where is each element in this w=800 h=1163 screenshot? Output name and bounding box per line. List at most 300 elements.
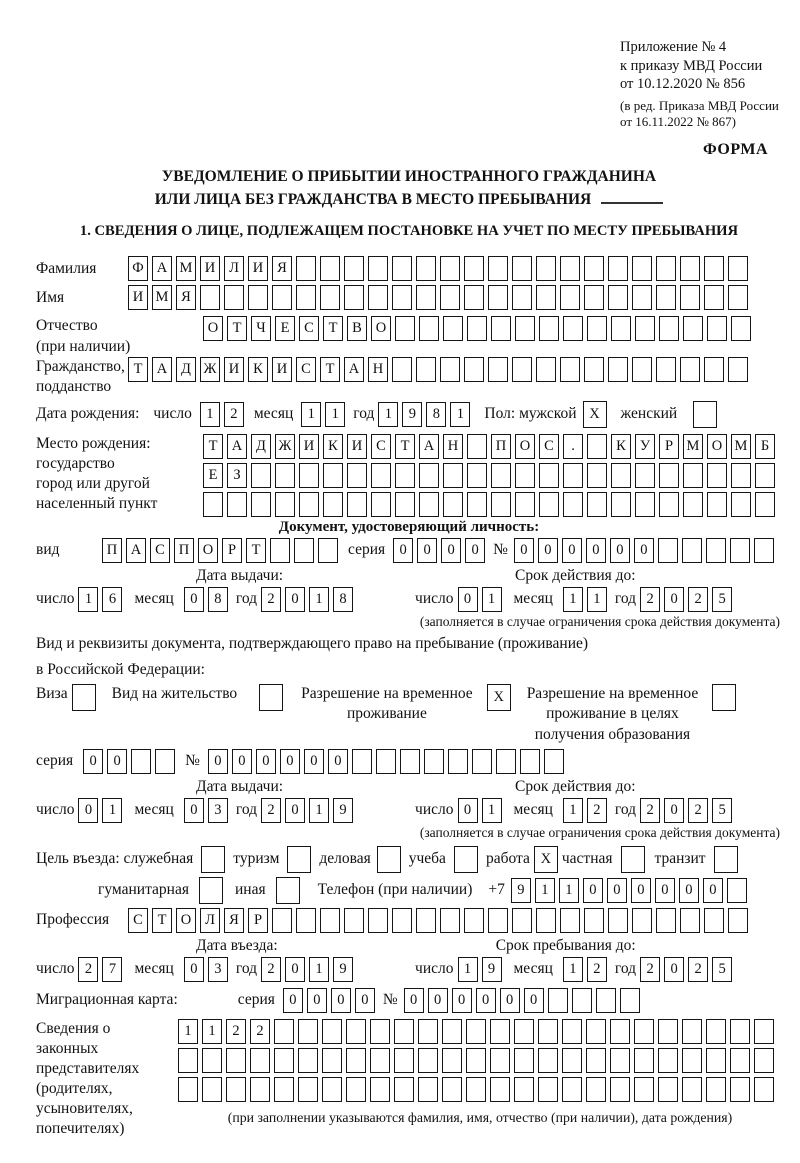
char-box[interactable] <box>200 285 220 310</box>
char-box[interactable] <box>632 285 652 310</box>
char-box[interactable] <box>368 908 388 933</box>
char-box[interactable] <box>560 908 580 933</box>
char-box[interactable]: Ж <box>275 434 295 459</box>
char-box[interactable]: 2 <box>640 957 660 982</box>
char-box[interactable] <box>682 1077 702 1102</box>
char-box[interactable]: 1 <box>458 957 478 982</box>
char-box[interactable] <box>178 1077 198 1102</box>
char-box[interactable] <box>728 908 748 933</box>
char-box[interactable]: 0 <box>610 538 630 563</box>
char-box[interactable] <box>320 256 340 281</box>
char-box[interactable] <box>274 1077 294 1102</box>
char-box[interactable] <box>754 1019 774 1044</box>
char-box[interactable]: 9 <box>333 798 353 823</box>
char-box[interactable]: А <box>419 434 439 459</box>
char-box[interactable] <box>560 256 580 281</box>
char-box[interactable] <box>586 1077 606 1102</box>
char-box[interactable]: У <box>635 434 655 459</box>
char-box[interactable]: З <box>227 463 247 488</box>
char-box[interactable] <box>704 256 724 281</box>
char-box[interactable] <box>464 357 484 382</box>
char-box[interactable]: Ч <box>251 316 271 341</box>
char-box[interactable] <box>562 1048 582 1073</box>
char-box[interactable] <box>467 316 487 341</box>
char-box[interactable] <box>548 988 568 1013</box>
char-box[interactable] <box>419 463 439 488</box>
char-box[interactable]: Т <box>203 434 223 459</box>
char-box[interactable]: 2 <box>261 957 281 982</box>
char-box[interactable] <box>539 316 559 341</box>
char-box[interactable] <box>754 1048 774 1073</box>
char-box[interactable]: Я <box>176 285 196 310</box>
char-box[interactable]: 0 <box>404 988 424 1013</box>
char-box[interactable]: Т <box>246 538 266 563</box>
char-box[interactable]: 0 <box>78 798 98 823</box>
char-box[interactable] <box>472 749 492 774</box>
char-box[interactable] <box>370 1048 390 1073</box>
char-box[interactable] <box>416 285 436 310</box>
char-box[interactable]: 1 <box>535 878 555 903</box>
char-box[interactable] <box>704 357 724 382</box>
char-box[interactable] <box>202 1077 222 1102</box>
char-box[interactable] <box>706 1048 726 1073</box>
char-box[interactable] <box>704 908 724 933</box>
char-box[interactable]: С <box>299 316 319 341</box>
char-box[interactable] <box>370 1077 390 1102</box>
char-box[interactable]: К <box>611 434 631 459</box>
char-box[interactable] <box>520 749 540 774</box>
char-box[interactable] <box>416 357 436 382</box>
char-box[interactable]: 0 <box>285 587 305 612</box>
char-box[interactable]: 2 <box>224 402 244 427</box>
char-box[interactable] <box>368 256 388 281</box>
char-box[interactable] <box>442 1077 462 1102</box>
char-box[interactable] <box>587 492 607 517</box>
char-box[interactable] <box>296 285 316 310</box>
char-box[interactable]: 0 <box>355 988 375 1013</box>
char-box[interactable] <box>730 1019 750 1044</box>
char-box[interactable]: 2 <box>250 1019 270 1044</box>
char-box[interactable] <box>347 463 367 488</box>
char-box[interactable] <box>611 316 631 341</box>
char-box[interactable]: 0 <box>184 798 204 823</box>
char-box[interactable] <box>731 492 751 517</box>
char-box[interactable] <box>608 256 628 281</box>
char-box[interactable]: С <box>128 908 148 933</box>
char-box[interactable] <box>418 1077 438 1102</box>
char-box[interactable] <box>323 492 343 517</box>
char-box[interactable]: Р <box>222 538 242 563</box>
char-box[interactable] <box>512 908 532 933</box>
char-box[interactable] <box>251 463 271 488</box>
char-box[interactable] <box>490 1048 510 1073</box>
char-box[interactable]: 1 <box>309 957 329 982</box>
char-box[interactable] <box>610 1077 630 1102</box>
char-box[interactable]: 1 <box>202 1019 222 1044</box>
char-box[interactable] <box>320 285 340 310</box>
char-box[interactable]: X <box>534 846 558 873</box>
char-box[interactable]: О <box>707 434 727 459</box>
char-box[interactable] <box>346 1019 366 1044</box>
char-box[interactable] <box>226 1077 246 1102</box>
char-box[interactable]: Р <box>248 908 268 933</box>
char-box[interactable]: С <box>371 434 391 459</box>
char-box[interactable]: 0 <box>184 587 204 612</box>
char-box[interactable] <box>299 492 319 517</box>
char-box[interactable]: М <box>683 434 703 459</box>
char-box[interactable] <box>635 463 655 488</box>
char-box[interactable]: 3 <box>208 957 228 982</box>
char-box[interactable]: 0 <box>458 587 478 612</box>
char-box[interactable] <box>706 1019 726 1044</box>
char-box[interactable]: Ф <box>128 256 148 281</box>
char-box[interactable]: 0 <box>703 878 723 903</box>
char-box[interactable]: 5 <box>712 798 732 823</box>
char-box[interactable] <box>621 846 645 873</box>
char-box[interactable]: 0 <box>679 878 699 903</box>
char-box[interactable] <box>512 285 532 310</box>
char-box[interactable] <box>514 1077 534 1102</box>
char-box[interactable] <box>491 316 511 341</box>
char-box[interactable]: О <box>203 316 223 341</box>
char-box[interactable] <box>755 492 775 517</box>
char-box[interactable]: Т <box>227 316 247 341</box>
char-box[interactable] <box>586 1048 606 1073</box>
char-box[interactable]: Т <box>320 357 340 382</box>
char-box[interactable]: К <box>323 434 343 459</box>
char-box[interactable] <box>596 988 616 1013</box>
char-box[interactable]: 0 <box>655 878 675 903</box>
char-box[interactable] <box>536 285 556 310</box>
char-box[interactable] <box>707 316 727 341</box>
char-box[interactable] <box>344 285 364 310</box>
char-box[interactable] <box>368 285 388 310</box>
char-box[interactable]: 0 <box>208 749 228 774</box>
char-box[interactable] <box>320 908 340 933</box>
char-box[interactable] <box>538 1019 558 1044</box>
char-box[interactable] <box>250 1048 270 1073</box>
char-box[interactable]: . <box>563 434 583 459</box>
char-box[interactable]: 1 <box>78 587 98 612</box>
char-box[interactable] <box>296 256 316 281</box>
char-box[interactable] <box>394 1019 414 1044</box>
char-box[interactable] <box>693 401 717 428</box>
char-box[interactable] <box>488 285 508 310</box>
char-box[interactable] <box>448 749 468 774</box>
char-box[interactable]: 1 <box>102 798 122 823</box>
char-box[interactable]: 0 <box>458 798 478 823</box>
char-box[interactable] <box>296 908 316 933</box>
char-box[interactable]: 1 <box>482 798 502 823</box>
char-box[interactable] <box>515 316 535 341</box>
char-box[interactable] <box>632 256 652 281</box>
char-box[interactable] <box>394 1048 414 1073</box>
char-box[interactable] <box>490 1077 510 1102</box>
char-box[interactable] <box>584 256 604 281</box>
char-box[interactable] <box>418 1019 438 1044</box>
char-box[interactable]: 2 <box>226 1019 246 1044</box>
char-box[interactable] <box>443 463 463 488</box>
char-box[interactable]: А <box>152 256 172 281</box>
char-box[interactable]: Т <box>395 434 415 459</box>
char-box[interactable] <box>610 1019 630 1044</box>
char-box[interactable]: 0 <box>107 749 127 774</box>
char-box[interactable] <box>608 908 628 933</box>
char-box[interactable] <box>730 1048 750 1073</box>
char-box[interactable] <box>634 1019 654 1044</box>
char-box[interactable] <box>323 463 343 488</box>
char-box[interactable] <box>539 463 559 488</box>
char-box[interactable]: Д <box>251 434 271 459</box>
char-box[interactable] <box>656 357 676 382</box>
char-box[interactable] <box>250 1077 270 1102</box>
char-box[interactable] <box>682 538 702 563</box>
char-box[interactable]: В <box>347 316 367 341</box>
char-box[interactable] <box>416 256 436 281</box>
char-box[interactable]: 2 <box>688 957 708 982</box>
char-box[interactable] <box>706 538 726 563</box>
char-box[interactable]: М <box>176 256 196 281</box>
char-box[interactable] <box>538 1077 558 1102</box>
char-box[interactable] <box>656 256 676 281</box>
char-box[interactable]: И <box>272 357 292 382</box>
char-box[interactable] <box>272 285 292 310</box>
char-box[interactable] <box>464 256 484 281</box>
char-box[interactable] <box>395 316 415 341</box>
char-box[interactable]: П <box>491 434 511 459</box>
char-box[interactable]: 0 <box>562 538 582 563</box>
char-box[interactable] <box>659 316 679 341</box>
char-box[interactable] <box>488 908 508 933</box>
char-box[interactable] <box>443 316 463 341</box>
char-box[interactable] <box>202 1048 222 1073</box>
char-box[interactable] <box>251 492 271 517</box>
char-box[interactable] <box>322 1048 342 1073</box>
char-box[interactable] <box>587 463 607 488</box>
char-box[interactable] <box>467 463 487 488</box>
char-box[interactable] <box>347 492 367 517</box>
char-box[interactable] <box>466 1019 486 1044</box>
char-box[interactable] <box>572 988 592 1013</box>
char-box[interactable] <box>683 492 703 517</box>
char-box[interactable] <box>754 1077 774 1102</box>
char-box[interactable] <box>395 463 415 488</box>
char-box[interactable] <box>392 357 412 382</box>
char-box[interactable] <box>587 316 607 341</box>
char-box[interactable] <box>730 1077 750 1102</box>
char-box[interactable]: Е <box>203 463 223 488</box>
char-box[interactable] <box>658 1019 678 1044</box>
char-box[interactable]: 1 <box>450 402 470 427</box>
char-box[interactable] <box>201 846 225 873</box>
char-box[interactable] <box>491 463 511 488</box>
char-box[interactable]: Р <box>659 434 679 459</box>
char-box[interactable] <box>178 1048 198 1073</box>
char-box[interactable]: 5 <box>712 587 732 612</box>
char-box[interactable]: Л <box>224 256 244 281</box>
char-box[interactable] <box>514 1048 534 1073</box>
char-box[interactable] <box>467 434 487 459</box>
char-box[interactable]: 1 <box>200 402 220 427</box>
char-box[interactable] <box>440 285 460 310</box>
char-box[interactable] <box>538 1048 558 1073</box>
char-box[interactable]: М <box>152 285 172 310</box>
char-box[interactable]: 0 <box>285 798 305 823</box>
char-box[interactable]: Е <box>275 316 295 341</box>
char-box[interactable]: 1 <box>301 402 321 427</box>
char-box[interactable] <box>226 1048 246 1073</box>
char-box[interactable]: 0 <box>452 988 472 1013</box>
char-box[interactable] <box>634 1077 654 1102</box>
char-box[interactable] <box>658 538 678 563</box>
char-box[interactable]: 0 <box>524 988 544 1013</box>
char-box[interactable]: 0 <box>664 957 684 982</box>
char-box[interactable] <box>584 285 604 310</box>
char-box[interactable]: О <box>515 434 535 459</box>
char-box[interactable]: X <box>487 684 511 711</box>
char-box[interactable] <box>706 1077 726 1102</box>
char-box[interactable] <box>392 908 412 933</box>
char-box[interactable]: 2 <box>587 798 607 823</box>
char-box[interactable]: 0 <box>664 798 684 823</box>
char-box[interactable]: 0 <box>285 957 305 982</box>
char-box[interactable] <box>728 256 748 281</box>
char-box[interactable] <box>658 1077 678 1102</box>
char-box[interactable] <box>466 1048 486 1073</box>
char-box[interactable]: Н <box>443 434 463 459</box>
char-box[interactable] <box>728 285 748 310</box>
char-box[interactable]: 1 <box>325 402 345 427</box>
char-box[interactable]: 2 <box>587 957 607 982</box>
char-box[interactable] <box>611 463 631 488</box>
char-box[interactable]: 1 <box>482 587 502 612</box>
char-box[interactable] <box>683 463 703 488</box>
char-box[interactable] <box>707 492 727 517</box>
char-box[interactable] <box>275 463 295 488</box>
char-box[interactable] <box>376 749 396 774</box>
char-box[interactable]: 0 <box>232 749 252 774</box>
char-box[interactable]: 9 <box>402 402 422 427</box>
char-box[interactable]: О <box>198 538 218 563</box>
char-box[interactable] <box>608 285 628 310</box>
char-box[interactable]: 0 <box>476 988 496 1013</box>
char-box[interactable] <box>155 749 175 774</box>
char-box[interactable] <box>419 492 439 517</box>
char-box[interactable]: 8 <box>333 587 353 612</box>
char-box[interactable]: И <box>299 434 319 459</box>
char-box[interactable] <box>440 357 460 382</box>
char-box[interactable] <box>680 256 700 281</box>
char-box[interactable]: А <box>152 357 172 382</box>
char-box[interactable]: 1 <box>309 798 329 823</box>
char-box[interactable]: А <box>227 434 247 459</box>
char-box[interactable]: 0 <box>304 749 324 774</box>
char-box[interactable] <box>755 463 775 488</box>
char-box[interactable]: К <box>248 357 268 382</box>
char-box[interactable] <box>294 538 314 563</box>
char-box[interactable]: 0 <box>328 749 348 774</box>
char-box[interactable] <box>656 285 676 310</box>
char-box[interactable]: О <box>371 316 391 341</box>
char-box[interactable] <box>344 908 364 933</box>
char-box[interactable] <box>608 357 628 382</box>
char-box[interactable]: 0 <box>631 878 651 903</box>
char-box[interactable] <box>490 1019 510 1044</box>
char-box[interactable]: 2 <box>640 587 660 612</box>
char-box[interactable] <box>512 256 532 281</box>
char-box[interactable] <box>728 357 748 382</box>
char-box[interactable] <box>562 1077 582 1102</box>
char-box[interactable] <box>586 1019 606 1044</box>
char-box[interactable] <box>371 463 391 488</box>
char-box[interactable]: 0 <box>83 749 103 774</box>
char-box[interactable] <box>491 492 511 517</box>
char-box[interactable]: С <box>150 538 170 563</box>
char-box[interactable]: 0 <box>184 957 204 982</box>
char-box[interactable] <box>731 316 751 341</box>
char-box[interactable]: 1 <box>309 587 329 612</box>
char-box[interactable] <box>131 749 151 774</box>
char-box[interactable] <box>727 878 747 903</box>
char-box[interactable] <box>730 538 750 563</box>
char-box[interactable]: 8 <box>426 402 446 427</box>
char-box[interactable]: 1 <box>563 587 583 612</box>
char-box[interactable] <box>346 1077 366 1102</box>
char-box[interactable] <box>299 463 319 488</box>
char-box[interactable] <box>488 256 508 281</box>
char-box[interactable]: 1 <box>178 1019 198 1044</box>
char-box[interactable] <box>270 538 290 563</box>
char-box[interactable]: 1 <box>587 587 607 612</box>
char-box[interactable] <box>563 463 583 488</box>
char-box[interactable] <box>731 463 751 488</box>
char-box[interactable]: М <box>731 434 751 459</box>
char-box[interactable] <box>536 357 556 382</box>
char-box[interactable] <box>680 357 700 382</box>
char-box[interactable]: 8 <box>208 587 228 612</box>
char-box[interactable] <box>424 749 444 774</box>
char-box[interactable]: Т <box>323 316 343 341</box>
char-box[interactable]: 0 <box>664 587 684 612</box>
char-box[interactable] <box>394 1077 414 1102</box>
char-box[interactable]: Я <box>224 908 244 933</box>
char-box[interactable]: 1 <box>563 957 583 982</box>
char-box[interactable] <box>514 1019 534 1044</box>
char-box[interactable]: И <box>347 434 367 459</box>
char-box[interactable] <box>680 285 700 310</box>
char-box[interactable] <box>584 908 604 933</box>
char-box[interactable] <box>464 285 484 310</box>
char-box[interactable] <box>634 1048 654 1073</box>
char-box[interactable]: 0 <box>331 988 351 1013</box>
char-box[interactable] <box>274 1048 294 1073</box>
char-box[interactable] <box>416 908 436 933</box>
char-box[interactable] <box>298 1048 318 1073</box>
char-box[interactable] <box>563 316 583 341</box>
char-box[interactable]: 9 <box>482 957 502 982</box>
char-box[interactable] <box>632 908 652 933</box>
char-box[interactable]: 0 <box>280 749 300 774</box>
char-box[interactable]: 0 <box>500 988 520 1013</box>
char-box[interactable]: И <box>128 285 148 310</box>
char-box[interactable] <box>346 1048 366 1073</box>
char-box[interactable]: X <box>583 401 607 428</box>
char-box[interactable] <box>344 256 364 281</box>
char-box[interactable] <box>562 1019 582 1044</box>
char-box[interactable] <box>272 908 292 933</box>
char-box[interactable] <box>536 908 556 933</box>
char-box[interactable] <box>658 1048 678 1073</box>
